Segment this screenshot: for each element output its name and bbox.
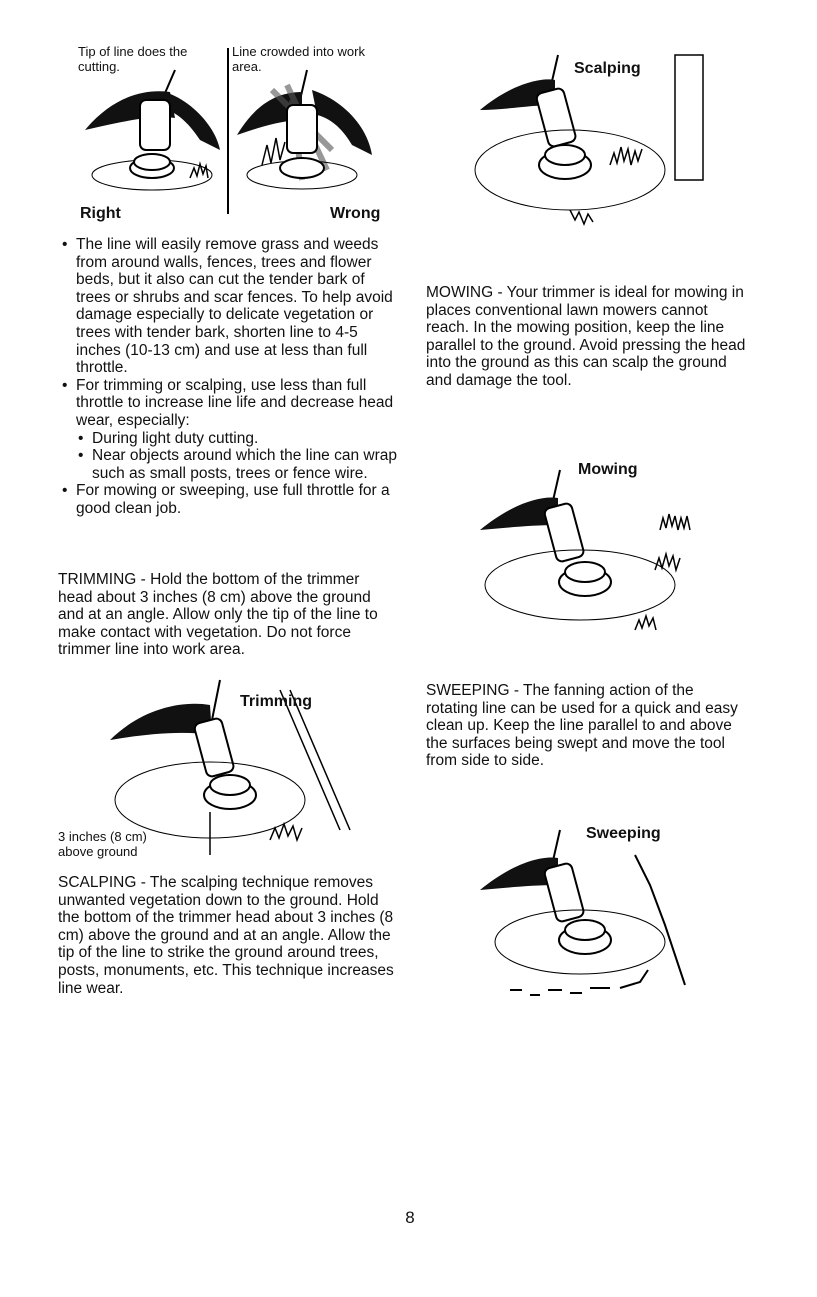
sweeping-paragraph: SWEEPING - The fanning action of the rotating line can be used for a quick and easy clean up. Keep the line parallel to and above the surfaces being swept and move the tool from side to side. (426, 682, 738, 770)
wrong-trimmer-illustration (232, 70, 382, 200)
sweeping-illustration (470, 830, 740, 1010)
label-trimming: Trimming (240, 693, 313, 710)
page-number: 8 (405, 1208, 415, 1227)
label-right: Right (80, 205, 121, 222)
mowing-paragraph: MOWING - Your trimmer is ideal for mowing in places conventional lawn mowers cannot reach. In the mowing position, keep the line parallel to the ground. Avoid pressing the head into the ground as this can scalp the ground and damage the tool. (426, 284, 746, 389)
tips-list (58, 236, 398, 518)
trimming-height-annotation: 3 inches (8 cm) above ground (58, 829, 147, 859)
sub-bullet-near-objects: • Near objects around which the line can wrap such as small posts, trees or fence wire. (74, 447, 398, 482)
scalping-illustration (470, 55, 740, 235)
label-mowing: Mowing (578, 461, 638, 478)
label-wrong: Wrong (330, 205, 381, 222)
sub-bullet-light-duty: • During light duty cutting. (74, 430, 398, 448)
divider-line (227, 48, 229, 214)
tip-bullet-full-throttle: • For mowing or sweeping, use full throttle for a good clean job. (58, 482, 398, 517)
right-trimmer-illustration (80, 70, 225, 200)
tip-bullet-damage: • The line will easily remove grass and weeds from around walls, fences, trees and flower beds, but it also can cut the tender bark of trees or shrubs and scar fences. To help avoid damage especially to delicate vegetation or trees with tender bark, shorten line to 4-5 inches (10-13 cm) and use at less than full throttle. (58, 236, 398, 377)
label-sweeping: Sweeping (586, 825, 661, 842)
caption-wrong-technique: Line crowded into work area. (232, 44, 365, 74)
caption-right-technique: Tip of line does the cutting. (78, 44, 188, 74)
mowing-illustration (470, 470, 740, 645)
label-scalping: Scalping (574, 60, 641, 77)
tip-bullet-throttle: • For trimming or scalping, use less than full throttle to increase line life and decrease head wear, especially: (58, 377, 398, 430)
trimming-paragraph: TRIMMING - Hold the bottom of the trimmer head about 3 inches (8 cm) above the ground and at an angle. Allow only the tip of the line to make contact with vegetation. Do not force trimmer line into work area. (58, 571, 378, 659)
scalping-paragraph: SCALPING - The scalping technique removes unwanted vegetation down to the ground. Hold the bottom of the trimmer head about 3 inches (8 cm) above the ground and at an angle. Allow the tip of the line to strike the ground around trees, posts, monuments, etc. This technique increases line wear. (58, 874, 394, 997)
